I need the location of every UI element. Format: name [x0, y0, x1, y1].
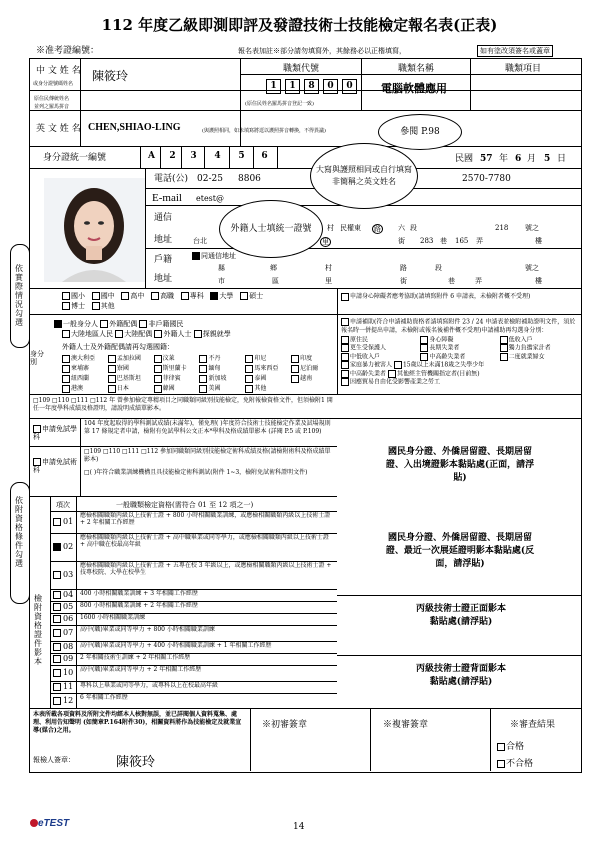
job-code-digit[interactable]: 1	[285, 79, 300, 94]
edu-vertical-label: 依實際情況勾選	[15, 264, 23, 327]
job-code-digit[interactable]: 0	[342, 79, 357, 94]
phone-value[interactable]: 8806	[238, 174, 261, 184]
household-label: 戶籍	[154, 255, 173, 265]
checkbox-icon[interactable]	[192, 252, 200, 260]
household-unit: 號之	[525, 264, 539, 272]
household-unit: 里	[325, 277, 332, 285]
phone-value[interactable]: 2570-7780	[462, 174, 511, 184]
identity-options[interactable]: 一般身分人 外籍配偶 非戶籍國民	[54, 320, 183, 328]
tech-cert-front: 丙級技術士證正面影本黏貼處(請浮貼)	[416, 604, 507, 627]
first-review: ※初審簽章	[262, 720, 308, 730]
id-number-label: 身分證統一編號	[43, 153, 107, 163]
doc-text: 6 年相關工作經歷	[80, 694, 128, 701]
phone-label: 電話(公)	[154, 174, 189, 184]
education-options[interactable]: 國小 國中 高中 高職 專科 大學 碩士	[62, 292, 263, 300]
fail-option[interactable]: 不合格	[497, 759, 533, 769]
doc-number: 09	[63, 654, 74, 663]
etest-logo: eTEST	[30, 818, 69, 829]
job-code-digit[interactable]: 8	[304, 79, 319, 94]
header-note: 報名表加註※部分請勿填寫外，其餘務必以正楷填寫，	[238, 47, 406, 55]
household-unit: 縣	[218, 264, 225, 272]
household-same[interactable]: 同通信地址	[192, 252, 236, 260]
education-options[interactable]: 博士 其他	[62, 302, 115, 310]
doc-row[interactable]	[50, 665, 337, 682]
household-unit: 段	[435, 264, 442, 272]
birth-day[interactable]: 5	[544, 154, 551, 164]
form-title: 112 年度乙級即測即評及發證技術士技能檢定報名表(正表)	[101, 16, 498, 34]
id-digit[interactable]: A	[148, 151, 155, 161]
doc-col-head: 一般職類檢定資格(需符合 01 至 12 項之一)	[116, 501, 254, 509]
doc-checkbox[interactable]	[53, 643, 61, 651]
exempt-practical[interactable]: 申請免試術科	[33, 458, 77, 474]
address-unit: 段	[410, 224, 417, 232]
page-number: 14	[293, 822, 305, 832]
doc-checkbox[interactable]	[53, 683, 61, 691]
doc-text: 專科以上畢業或同等學力，或專科以上在校最高年級	[80, 682, 219, 689]
address-floor[interactable]: 165	[455, 237, 469, 245]
doc-checkbox[interactable]	[53, 669, 61, 677]
birth-year-unit: 年	[499, 154, 509, 164]
exempt-subject-text: 104 年度起取得的學科測試成績(未滿年)，僅免理( )年度符合技術士技能檢定作業及試場規則第 17 條規定者申請，檢附有免試學科公文正本*學科及格成績單影本 (詳閱 P.5 或 P.109)	[84, 420, 331, 435]
doc-text: 2 年相關技術生訓練 + 2 年相關工作經歷	[80, 654, 191, 661]
declaration-text: 本表所載各項資料及所附文件均經本人核對無誤，並已詳閱個人資料蒐集、處理、利用告知聲明 (如簡章P.164附件30)，相關資料將作為技能檢定及就業宣導(媒合)之用。	[33, 711, 242, 734]
job-name-label: 職類名稱	[398, 64, 435, 74]
doc-col-label: 項次	[56, 501, 70, 509]
job-code-digit[interactable]: 1	[266, 79, 281, 94]
sign-value[interactable]: 陳筱玲	[116, 755, 156, 770]
id-copy-front: 國民身分證、外僑居留證、長期居留證、入出境證影本黏貼處(正面，請浮貼)	[385, 447, 535, 483]
aboriginal-label: 原住民傳統姓名	[34, 96, 70, 102]
address-alley[interactable]: 283	[420, 237, 434, 245]
aboriginal-label: 並列之羅馬拼音	[34, 104, 70, 110]
doc-number: 07	[63, 628, 74, 637]
doc-number: 11	[63, 682, 74, 691]
doc-checkbox[interactable]	[53, 543, 61, 551]
phone-value[interactable]: 02-25	[197, 174, 223, 184]
birth-day-unit: 日	[557, 154, 567, 164]
doc-checkbox[interactable]	[53, 591, 61, 599]
doc-number: 10	[63, 668, 74, 677]
doc-row[interactable]	[50, 561, 337, 590]
callout-foreign: 外籍人士填統一證號	[219, 200, 323, 258]
address-lane[interactable]: 六	[398, 224, 405, 232]
address-road[interactable]: 民權東	[340, 224, 361, 232]
english-name-label: 英 文 姓 名	[36, 124, 81, 134]
disability-note[interactable]: 申請身心障礙者應考協助(請填寫附件 6 申請表，未檢附者概不受理)	[341, 292, 577, 301]
household-unit: 弄	[475, 277, 482, 285]
doc-text: 高中(職)畢業或同等學力 + 800 小時相關職業訓練	[80, 626, 215, 633]
job-name-value[interactable]: 電腦軟體應用	[381, 82, 447, 95]
doc-text: 應檢相關職類丙級以上技術士證 + 高中職畢業或同等學力，或應檢相關職類丙級以上技術士證 + 高中職在校最高年級	[80, 534, 329, 548]
chinese-name-sub: 或身分證號碼姓名	[33, 81, 74, 87]
identity-label: 身分別	[30, 350, 44, 366]
address-unit: 巷	[440, 237, 447, 245]
address-unit: 村	[327, 224, 334, 232]
doc-number: 08	[63, 642, 74, 651]
household-unit: 市	[218, 277, 225, 285]
callout-ref: 參閱 P.98	[378, 114, 462, 150]
doc-number: 04	[63, 590, 74, 599]
address-unit: 號之	[525, 224, 539, 232]
doc-number: 03	[63, 570, 74, 579]
doc-text: 400 小時相關職業訓練 + 3 年相關工作經歷	[80, 590, 198, 597]
doc-row[interactable]	[50, 625, 337, 642]
second-review: ※複審簽章	[383, 720, 429, 730]
birth-label: 民國	[455, 154, 474, 164]
doc-checkbox[interactable]	[53, 603, 61, 611]
address-unit: 弄	[476, 237, 483, 245]
doc-text: 應檢相關職類丙級以上技術士證 + 800 小時相關職業訓練，或應檢相關職類丙級以上技術士證 + 2 年相關工作經歷	[80, 512, 331, 526]
exempt-practical-text[interactable]: □109 □110 □111 □112 參加同職類同級別技能檢定術科成績及格(請檢附術科及格成績單影本)	[84, 448, 331, 463]
review-result: ※審查結果	[510, 720, 556, 730]
household-unit: 路	[400, 264, 407, 272]
id-digit[interactable]: 4	[214, 151, 221, 161]
address-city[interactable]: 台北	[193, 237, 207, 245]
job-code-label: 職類代號	[283, 64, 320, 74]
id-digit[interactable]: 6	[261, 151, 268, 161]
doc-row[interactable]	[50, 511, 337, 534]
doc-checkbox[interactable]	[53, 518, 61, 526]
household-unit: 巷	[448, 277, 455, 285]
doc-row[interactable]	[50, 533, 337, 562]
sign-label: 報檢人簽章：	[33, 756, 75, 764]
job-code-digit[interactable]: 0	[323, 79, 338, 94]
doc-text: 應檢相關職類丙級以上技術士證 + 五專在校 3 年級以上，或應檢相關職類丙級以上技術士證 + 技專校院、大學在校學生	[80, 562, 332, 576]
doc-checkbox[interactable]	[53, 655, 61, 663]
birth-month[interactable]: 6	[515, 154, 522, 164]
birth-month-unit: 月	[527, 154, 537, 164]
english-name-note: (與護照相同，如未填寫將逕以護照拼音轉換，不得異議)	[202, 128, 326, 134]
doc-checkbox[interactable]	[53, 571, 61, 579]
aboriginal-note: (原住民姓名羅馬拼音登記一致)	[245, 101, 314, 107]
attach-vertical-label: 檢附資格證件影本	[34, 594, 42, 666]
doc-text: 1600 小時相關職業訓練	[80, 614, 146, 621]
logo-circle-icon	[30, 819, 38, 827]
doc-checkbox[interactable]	[53, 629, 61, 637]
doc-text: 800 小時相關職業訓練 + 2 年相關工作經歷	[80, 602, 198, 609]
foreign-country-label: 外籍人士及外籍配偶請再勾選國籍：	[62, 343, 174, 351]
household-label: 地址	[154, 274, 173, 284]
chinese-name-value[interactable]: 陳筱玲	[92, 69, 129, 83]
exempt-practical-text[interactable]: □( )年符合職業訓練機構且具技能檢定術科測試(附件 1~3，檢附免試術科證明文件)	[84, 469, 308, 476]
address-unit: 里	[322, 238, 329, 246]
email-value[interactable]: etest@	[196, 194, 225, 203]
address-unit: 街	[398, 237, 405, 245]
exam-number-label: ※准考證編號：	[36, 46, 100, 56]
id-digit[interactable]: 2	[169, 151, 176, 161]
id-digit[interactable]: 3	[190, 151, 197, 161]
doc-text: 高中(職)畢業或同等學力 + 2 年相關工作經歷	[80, 666, 202, 673]
pass-option[interactable]: 合格	[497, 742, 524, 752]
id-copy-back: 國民身分證、外僑居留證、長期居留證、最近一次展延證明影本黏貼處(反面，請浮貼)	[385, 533, 535, 569]
id-digit[interactable]: 5	[238, 151, 245, 161]
callout-passport: 大寫與護照相同或自行填寫非簡稱之英文姓名	[310, 143, 418, 209]
address-unit: 樓	[535, 237, 542, 245]
tech-cert-back: 丙級技術士證背面影本黏貼處(請浮貼)	[416, 664, 507, 687]
doc-number: 06	[63, 614, 74, 623]
doc-vertical-label: 依附資格條件勾選	[15, 496, 23, 568]
doc-number: 01	[63, 517, 74, 526]
household-unit: 樓	[535, 277, 542, 285]
birth-year[interactable]: 57	[480, 154, 493, 164]
english-name-value[interactable]: CHEN,SHIAO-LING	[88, 122, 181, 133]
doc-checkbox[interactable]	[53, 697, 61, 705]
household-unit: 街	[400, 277, 407, 285]
doc-checkbox[interactable]	[53, 615, 61, 623]
chinese-name-label: 中 文 姓 名	[36, 66, 81, 76]
doc-number: 02	[63, 542, 74, 551]
household-unit: 村	[325, 264, 332, 272]
skill-item-note[interactable]: □109 □110 □111 □112 年 曾參加檢定專精項目之同職類同級別技能檢定，免附報檢資格文件，但須檢附1 開任一年度學科成績及格證明，請說明成績單影本。	[33, 397, 333, 412]
household-unit: 區	[272, 277, 279, 285]
household-unit: 鄉	[270, 264, 277, 272]
job-item-label: 職類項目	[505, 64, 542, 74]
header-note-box: 如有塗改須簽名或蓋章	[477, 45, 553, 57]
doc-row[interactable]	[50, 693, 337, 709]
doc-number: 12	[63, 695, 74, 705]
address-no[interactable]: 218	[495, 224, 509, 232]
address-label: 通信	[154, 213, 173, 223]
exempt-subject[interactable]: 申請免試學科	[33, 425, 77, 441]
doc-text: 高中(職)畢業或同等學力 + 400 小時相關職業訓練 + 1 年相關工作經歷	[80, 642, 272, 649]
address-unit: 路	[374, 225, 381, 233]
applicant-photo	[44, 178, 145, 282]
address-label: 地址	[154, 235, 173, 245]
doc-number: 05	[63, 602, 74, 611]
identity-options[interactable]: 大陸地區人民 大陸配偶 外籍人士 探親就學	[62, 330, 231, 338]
country-grid[interactable]: 澳大利亞 孟加拉國 汶萊 不丹 印尼 印度 柬埔寨 寮國 斯里蘭卡 緬甸 馬來西亞 尼泊爾 紐西蘭 巴基斯坦 菲律賓 新加坡 泰國 越南 港澳 日本 韓國 美國 其他	[62, 354, 337, 394]
email-label: E-mail	[152, 192, 182, 204]
subsidy-section[interactable]: 申請補助(符合申請補助資格者請填寫附件 23 / 24 申請表並檢附補助證明文件，須於報名時一併提出申請，未檢附或報名後補件概不受理)申請補助再勾選身分別： 原住民 身心障礙 低收入戶 更生受保護人 長期失業者 獨力負擔家計者 中低收入戶 中高齡失業者 二度就業婦女 家庭暴力被害人 15歲以上未滿18歲之失學少年 中高齡失業者 其他經主管機關指定者(目前無) 因應貿易自由化受影響產業之勞工	[341, 318, 576, 386]
